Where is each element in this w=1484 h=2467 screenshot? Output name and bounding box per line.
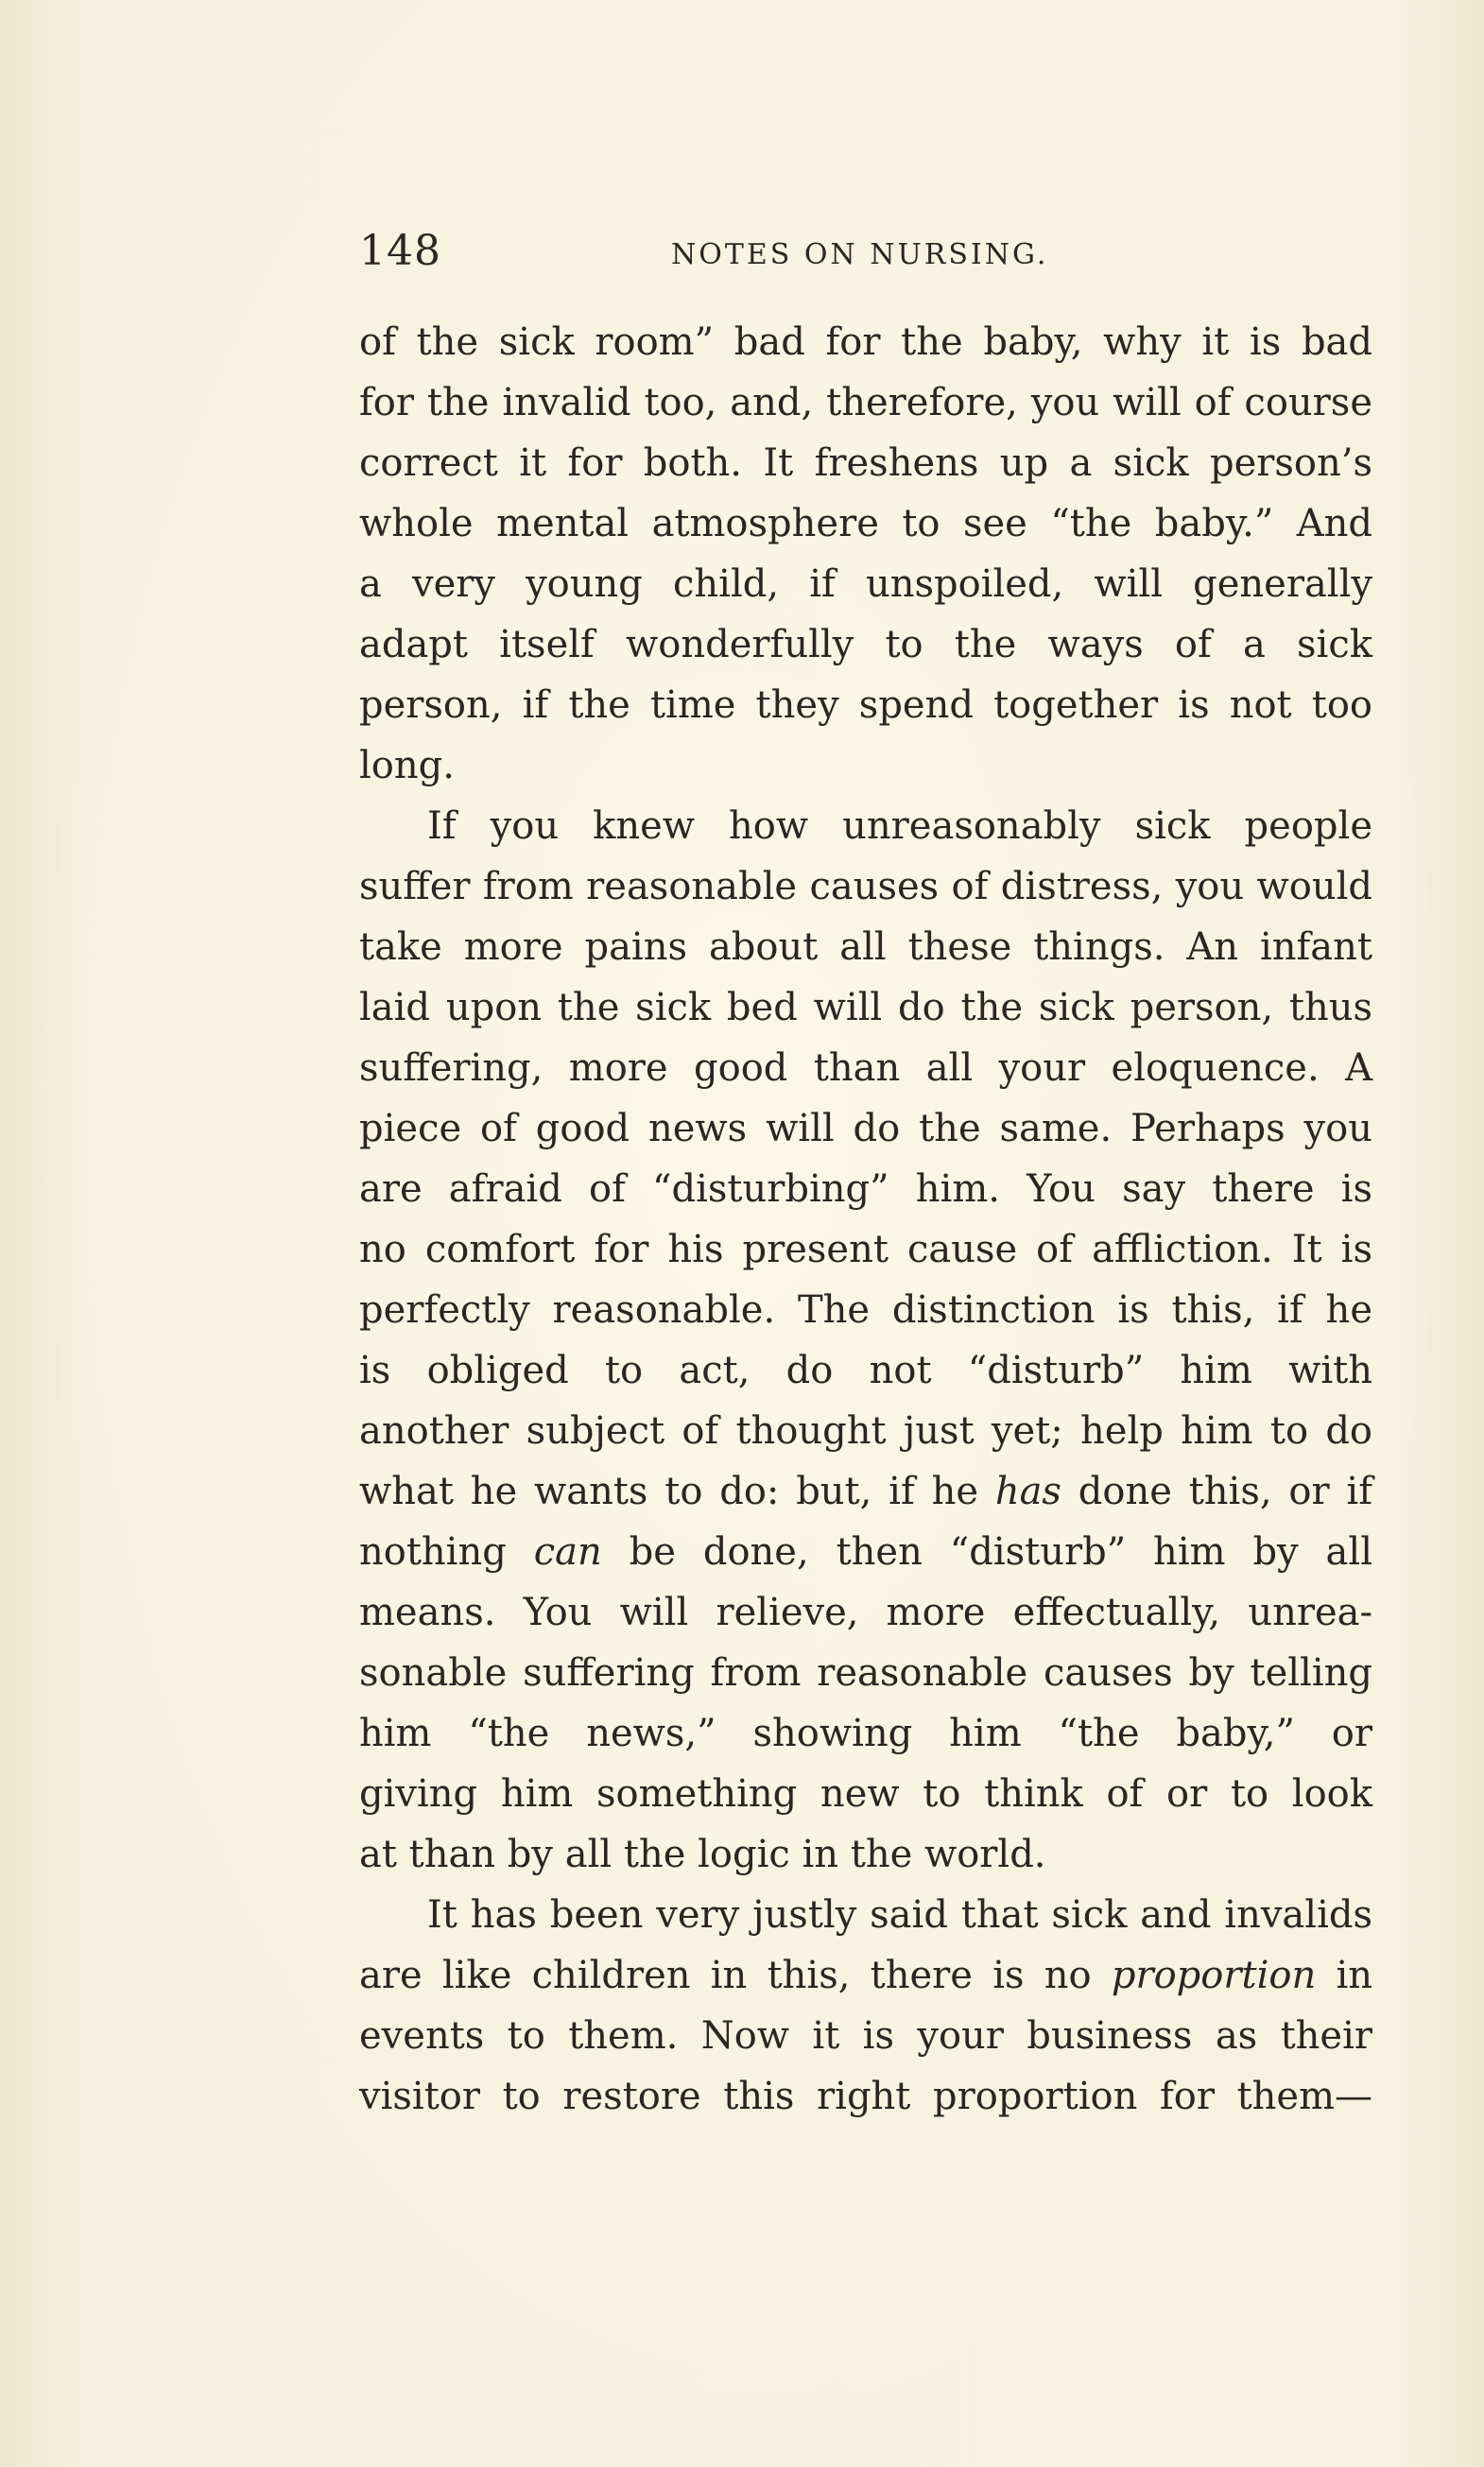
text-line: long. — [359, 744, 455, 787]
text-line: sonable suffering from reasonable causes by telling — [359, 1651, 1372, 1695]
text-run: what he wants to do: but, if he — [359, 1470, 995, 1513]
running-head — [359, 223, 1372, 280]
page-number: 148 — [359, 227, 441, 275]
text-line: correct it for both. It freshens up a sick person’s — [359, 441, 1372, 485]
emphasis-word: has — [994, 1470, 1061, 1513]
text-line — [359, 1461, 1372, 1522]
text-line: take more pains about all these things. An infant — [359, 925, 1372, 969]
text-line: no comfort for his present cause of affliction. It is — [359, 1228, 1372, 1271]
text-line: is obliged to act, do not “disturb” him with — [359, 1349, 1372, 1392]
text-line: suffering, more good than all your eloquence. A — [359, 1046, 1372, 1090]
text-line: person, if the time they spend together is not too — [359, 683, 1372, 727]
text-line: whole mental atmosphere to see “the baby.” And — [359, 502, 1372, 545]
text-line — [359, 1945, 1372, 2006]
text-line: a very young child, if unspoiled, will generally — [359, 562, 1372, 606]
text-line: another subject of thought just yet; help him to do — [359, 1409, 1372, 1453]
text-line: suffer from reasonable causes of distress, you would — [359, 865, 1372, 908]
running-title: NOTES ON NURSING. — [671, 238, 1049, 271]
emphasis-word: can — [533, 1530, 602, 1574]
text-run: are like children in this, there is no — [359, 1954, 1112, 1997]
paragraph — [359, 312, 1372, 796]
text-line: giving him something new to think of or to look — [359, 1772, 1372, 1816]
text-line: at than by all the logic in the world. — [359, 1833, 1046, 1876]
text-line: events to them. Now it is your business as their — [359, 2014, 1372, 2058]
text-line: are afraid of “disturbing” him. You say there is — [359, 1167, 1372, 1211]
text-line: perfectly reasonable. The distinction is this, if he — [359, 1288, 1372, 1332]
text-run: in — [1316, 1954, 1372, 1997]
text-line: adapt itself wonderfully to the ways of a sick — [359, 623, 1372, 666]
text-line: piece of good news will do the same. Perhaps you — [359, 1107, 1372, 1150]
text-line: It has been very justly said that sick and invalids — [427, 1893, 1372, 1937]
text-run: done this, or if — [1061, 1470, 1372, 1513]
text-line: laid upon the sick bed will do the sick person, thus — [359, 986, 1372, 1029]
body-text — [359, 312, 1372, 2127]
text-line — [359, 1522, 1372, 1582]
text-run: nothing — [359, 1530, 534, 1574]
text-line: of the sick room” bad for the baby, why it is bad — [359, 320, 1372, 364]
text-line: If you knew how unreasonably sick people — [427, 804, 1372, 848]
text-line: him “the news,” showing him “the baby,” or — [359, 1712, 1372, 1755]
text-line: visitor to restore this right proportion for them— — [359, 2075, 1372, 2118]
text-run: be done, then “disturb” him by all — [601, 1530, 1372, 1574]
text-line: for the invalid too, and, therefore, you will of course — [359, 381, 1372, 424]
paragraph — [359, 1885, 1372, 2127]
paragraph — [359, 796, 1372, 1885]
emphasis-word: proportion — [1111, 1954, 1317, 1997]
text-line: means. You will relieve, more effectually, unrea- — [359, 1591, 1372, 1634]
